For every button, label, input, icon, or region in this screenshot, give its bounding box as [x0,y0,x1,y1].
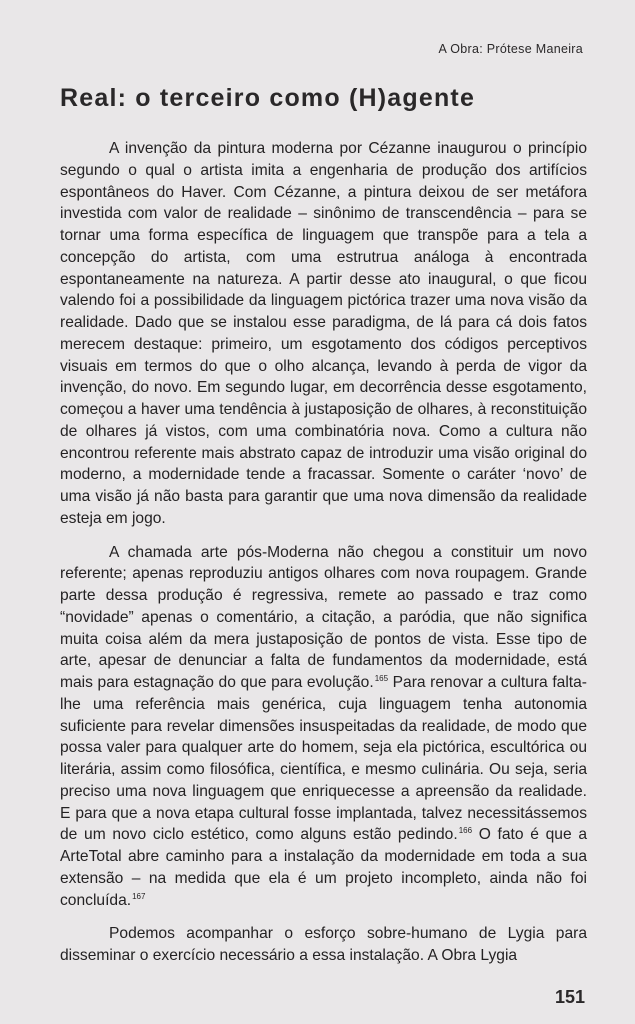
body-text [60,138,587,967]
running-head: A Obra: Prótese Maneira [438,42,583,56]
paragraph-2-part-1: A chamada arte pós-Moderna não chegou a constituir um novo referente; apenas reproduziu antigos olhares com nova roupagem. Grande parte dessa produção é regressiva, remete ao passado e traz como “novidade” apenas o comentário, a citação, a paródia, que não significa muita coisa além da mera justaposição de pontos de vista. Esse tipo de arte, apesar de denunciar a falta de fundamentos da modernidade, está mais para estagnação do que para evolução. [60,543,587,691]
footnote-ref-165: 165 [374,674,389,683]
paragraph-1: A invenção da pintura moderna por Cézanne inaugurou o princípio segundo o qual o artista imita a engenharia de produção dos artifícios espontâneos do Haver. Com Cézanne, a pintura deixou de ser metáfora investida com valor de realidade – sinônimo de transcendência – para se tornar uma forma específica de linguagem que transpõe para a tela a concepção do artista, com uma estrutrua análoga à encontrada espontaneamente na natureza. A partir desse ato inaugural, o que ficou valendo foi a possibilidade da linguagem pictórica trazer uma nova visão da realidade. Dado que se instalou esse paradigma, de lá para cá dois fatos merecem destaque: primeiro, um esgotamento dos códigos perceptivos visuais em termos do que o olho alcança, levando à perda de vigor da invenção, do novo. Em segundo lugar, em decorrência desse esgotamento, começou a haver uma tendência à justaposição de olhares, à reconstituição de olhares já vistos, com uma combinatória nova. Como a cultura não encontrou referente mais abstrato capaz de introduzir uma visão original do moderno, a modernidade tende a fracassar. Somente o caráter ‘novo’ de uma visão já não basta para garantir que uma nova dimensão da realidade esteja em jogo. [60,140,587,527]
section-title: Real: o terceiro como (H)agente [60,84,476,112]
footnote-ref-167: 167 [132,891,146,901]
footnote-ref-166: 166 [458,826,473,836]
paragraph-2-part-3: O fato é que a ArteTotal abre caminho para a instalação da modernidade em toda a sua extensão – na medida que ela é um projeto incompleto, ainda não foi concluída. [60,826,588,909]
page-number: 151 [554,987,585,1007]
paragraph-3: Podemos acompanhar o esforço sobre-humano de Lygia para disseminar o exercício necessário a essa instalação. A Obra Lygia [60,925,587,964]
paragraph-2-part-2: Para renovar a cultura falta-lhe uma referência mais genérica, cuja linguagem tenha autonomia suficiente para revelar dimensões insuspeitadas da realidade, de modo que possa valer para qualquer arte do homem, seja ela pictórica, escultórica ou literária, assim como filosófica, científica, e mesmo culinária. Ou seja, seria preciso uma nova linguagem que enriquecesse a apreensão da realidade. E para que a nova etapa cultural fosse implantada, talvez necessitássemos de um novo ciclo estético, como alguns estão pedindo. [60,674,587,844]
paragraph-2 [60,542,587,912]
